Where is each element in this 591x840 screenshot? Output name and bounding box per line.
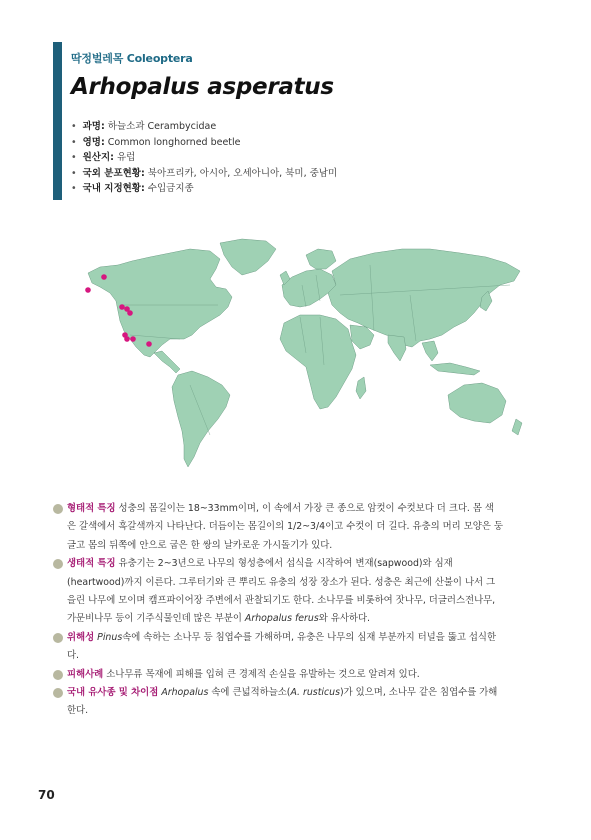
world-distribution-map [70, 235, 530, 475]
occurrence-marker [127, 310, 133, 316]
species-title: Arhopalus asperatus [71, 74, 334, 100]
bullet-dot [53, 670, 63, 680]
info-family: • 과명: 하늘소과 Cerambycidae [71, 119, 337, 135]
description-sections [53, 500, 503, 721]
section-risk: 위해성 Pinus속에 속하는 소나무 등 침엽수를 가해하며, 유충은 나무의 심재 부분까지 터널을 뚫고 섭식한다. [53, 629, 503, 666]
info-origin: • 원산지: 유럽 [71, 150, 337, 166]
section-ecology: 생태적 특징 유충기는 2~3년으로 나무의 형성층에서 섭식을 시작하여 변재(sapwood)와 심재(heartwood)까지 이른다. 그루터기와 큰 뿌리도 유충의 성장 장소가 된다. 성충은 최근에 산불이 나서 그을린 나무에 모이며 캠프파이어장 주변에서 관찰되기도 한다. 소나무를 비롯하여 잣나무, 더글러스전나무, 가문비나무 등이 기주식물인데 많은 부분이 Arhopalus ferus와 유사하다. [53, 555, 503, 629]
order-category: 딱정벌레목 Coleoptera [71, 52, 193, 65]
info-foreign-distribution: • 국외 분포현황: 북아프리카, 아시아, 오세아니아, 북미, 중남미 [71, 166, 337, 182]
page-number: 70 [38, 788, 55, 802]
occurrence-marker [101, 274, 107, 280]
occurrence-marker [85, 287, 91, 293]
occurrence-marker [119, 304, 125, 310]
info-domestic-status: • 국내 지정현황: 수입금지종 [71, 181, 337, 197]
occurrence-marker [124, 336, 130, 342]
section-damage-cases: 피해사례 소나무류 목재에 피해를 입혀 큰 경제적 손실을 유발하는 것으로 알려져 있다. [53, 666, 503, 684]
section-similar-species: 국내 유사종 및 차이점 Arhopalus 속에 큰넓적하늘소(A. rusticus)가 있으며, 소나무 같은 침엽수를 가해한다. [53, 684, 503, 721]
world-landmass [88, 239, 522, 467]
section-morphology: 형태적 특징 성충의 몸길이는 18~33mm이며, 이 속에서 가장 큰 종으로 암컷이 수컷보다 더 크다. 몸 색은 갈색에서 흑갈색까지 나타난다. 더듬이는 몸길이의 1/2~3/4이고 수컷이 더 길다. 유충의 머리 모양은 둥글고 몸의 뒤쪽에 안으로 굽은 한 쌍의 날카로운 가시돌기가 있다. [53, 500, 503, 555]
header-accent-bar [53, 42, 62, 200]
occurrence-marker [130, 336, 136, 342]
bullet-dot [53, 504, 63, 514]
bullet-dot [53, 633, 63, 643]
occurrence-marker [146, 341, 152, 347]
bullet-dot [53, 559, 63, 569]
species-info-list [71, 119, 337, 197]
info-english-name: • 영명: Common longhorned beetle [71, 135, 337, 151]
bullet-dot [53, 688, 63, 698]
